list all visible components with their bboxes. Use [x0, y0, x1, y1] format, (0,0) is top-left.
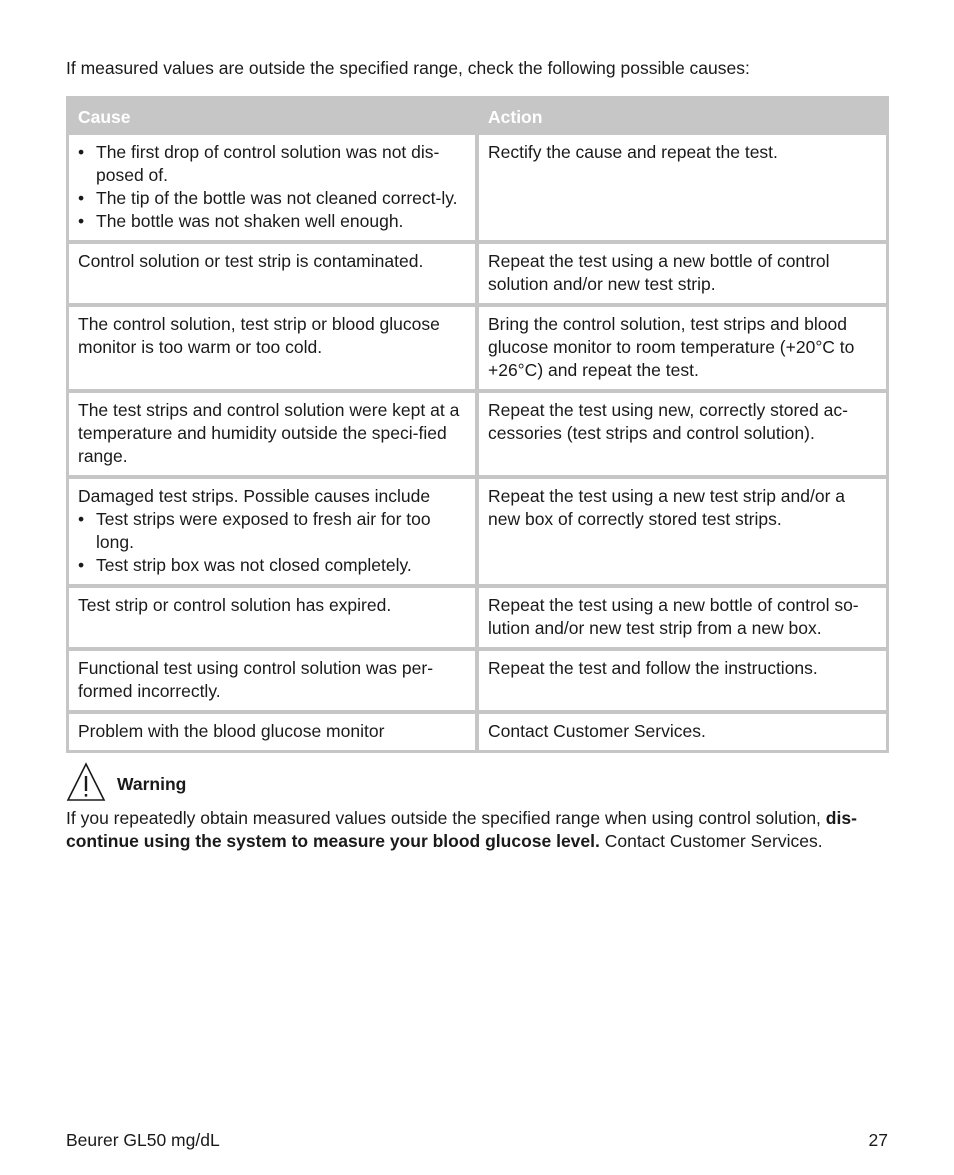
cause-cell: Problem with the blood glucose monitor [69, 714, 479, 750]
table-row [69, 307, 886, 393]
table-row [69, 135, 886, 244]
cause-cell: Test strip or control solution has expired. [69, 588, 479, 651]
table-row [69, 651, 886, 714]
cause-cell [69, 479, 479, 588]
troubleshooting-table [66, 96, 889, 753]
action-cell: Repeat the test and follow the instructions. [479, 651, 886, 714]
cause-cell [69, 135, 479, 244]
cause-cell: Control solution or test strip is contaminated. [69, 244, 479, 307]
footer-product-name: Beurer GL50 mg/dL [66, 1130, 220, 1150]
cause-cell: Functional test using control solution was per-formed incorrectly. [69, 651, 479, 714]
cause-cell: The test strips and control solution were kept at a temperature and humidity outside the speci-fied range. [69, 393, 479, 479]
cause-lead-text: Damaged test strips. Possible causes include [78, 486, 431, 506]
table-row [69, 479, 886, 588]
cause-cell: The control solution, test strip or blood glucose monitor is too warm or too cold. [69, 307, 479, 393]
warning-heading [66, 761, 186, 803]
cause-bullet: • Test strip box was not closed completely. [78, 554, 466, 577]
table-row [69, 588, 886, 651]
action-cell: Rectify the cause and repeat the test. [479, 135, 886, 244]
warning-title: Warning [117, 773, 187, 794]
troubleshooting-table-container [66, 96, 889, 753]
warning-triangle-icon [66, 762, 106, 802]
column-header-action: Action [479, 99, 886, 135]
table-header-row [69, 99, 886, 135]
footer-page-number: 27 [868, 1130, 888, 1150]
action-cell: Repeat the test using new, correctly stored ac-cessories (test strips and control solution). [479, 393, 886, 479]
action-cell: Bring the control solution, test strips and blood glucose monitor to room temperature (+20°C to +26°C) and repeat the test. [479, 307, 886, 393]
cause-bullet-list [78, 508, 466, 577]
action-cell: Repeat the test using a new bottle of control so-lution and/or new test strip from a new box. [479, 588, 886, 651]
action-cell: Contact Customer Services. [479, 714, 886, 750]
table-row [69, 393, 886, 479]
action-cell: Repeat the test using a new bottle of control solution and/or new test strip. [479, 244, 886, 307]
cause-bullet: • Test strips were exposed to fresh air for too long. [78, 508, 466, 554]
table-row [69, 714, 886, 750]
warning-text-emphasis: dis-continue using the system to measure your blood glucose level. [66, 808, 857, 851]
cause-bullet: • The first drop of control solution was not dis-posed of. [78, 141, 466, 187]
warning-text-part: Contact Customer Services. [599, 831, 823, 851]
warning-text-part: If you repeatedly obtain measured values outside the specified range when using control solution, [66, 808, 826, 828]
cause-bullet: • The tip of the bottle was not cleaned correct-ly. [78, 187, 466, 210]
cause-bullet-list [78, 141, 466, 233]
column-header-cause: Cause [69, 99, 479, 135]
cause-bullet: • The bottle was not shaken well enough. [78, 210, 466, 233]
intro-text: If measured values are outside the specified range, check the following possible causes: [66, 58, 750, 78]
warning-text [66, 807, 894, 853]
table-row [69, 244, 886, 307]
action-cell: Repeat the test using a new test strip and/or a new box of correctly stored test strips. [479, 479, 886, 588]
